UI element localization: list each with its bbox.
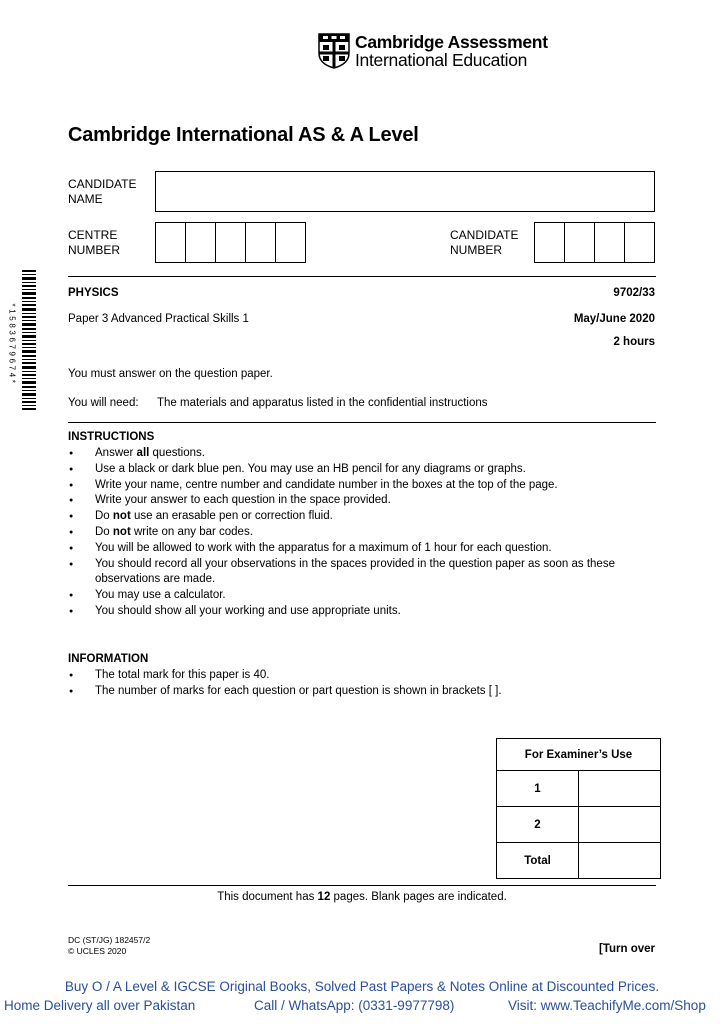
- examiner-row-label: 2: [497, 807, 579, 843]
- divider: [68, 885, 656, 886]
- barcode-number: *1583679674*: [7, 303, 17, 386]
- exam-session: May/June 2020: [573, 313, 655, 325]
- examiner-row-label: Total: [497, 843, 579, 879]
- syllabus-code: 9702/33: [613, 287, 655, 299]
- copyright: © UCLES 2020: [68, 946, 127, 956]
- centre-number-field[interactable]: [155, 222, 306, 263]
- barcode: [22, 270, 36, 410]
- cambridge-shield-icon: [318, 33, 350, 69]
- paper-title: Paper 3 Advanced Practical Skills 1: [68, 313, 249, 325]
- ad-phone: Call / WhatsApp: (0331-9977798): [254, 998, 455, 1013]
- candidate-number-cell[interactable]: [594, 223, 624, 262]
- examiner-use-table: [496, 738, 661, 879]
- divider: [68, 422, 656, 423]
- candidate-number-cell[interactable]: [535, 223, 564, 262]
- examiner-mark-cell: [579, 843, 661, 879]
- list-item: ● Answer all questions.: [68, 446, 658, 462]
- candidate-number-field[interactable]: [534, 222, 655, 263]
- examiner-mark-cell: [579, 771, 661, 807]
- candidate-name-label: CANDIDATE NAME: [68, 177, 137, 206]
- need-text: The materials and apparatus listed in the confidential instructions: [157, 397, 488, 409]
- centre-number-cell[interactable]: [245, 223, 275, 262]
- centre-number-label: CENTRE NUMBER: [68, 228, 121, 257]
- list-item: ● Write your name, centre number and candidate number in the boxes at the top of the page.: [68, 478, 658, 494]
- ad-delivery: Home Delivery all over Pakistan: [4, 998, 196, 1013]
- divider: [68, 276, 656, 277]
- candidate-number-label: CANDIDATE NUMBER: [450, 228, 519, 257]
- examiner-use-heading: For Examiner’s Use: [497, 739, 661, 771]
- examiner-mark-cell: [579, 807, 661, 843]
- list-item: ● You will be allowed to work with the apparatus for a maximum of 1 hour for each question.: [68, 541, 658, 557]
- candidate-name-field[interactable]: [155, 171, 655, 212]
- page-title: Cambridge International AS & A Level: [68, 124, 419, 146]
- list-item: ● Do not use an erasable pen or correction fluid.: [68, 509, 658, 525]
- candidate-number-cell[interactable]: [624, 223, 654, 262]
- logo-line-1: Cambridge Assessment: [355, 32, 548, 52]
- list-item: ● You should show all your working and use appropriate units.: [68, 604, 658, 620]
- instructions-list: [68, 446, 658, 620]
- information-heading: INFORMATION: [68, 653, 149, 665]
- list-item: ● Use a black or dark blue pen. You may use an HB pencil for any diagrams or graphs.: [68, 462, 658, 478]
- list-item: ● Do not write on any bar codes.: [68, 525, 658, 541]
- information-list: [68, 668, 658, 700]
- need-label: You will need:: [68, 397, 139, 409]
- list-item: ● The number of marks for each question or part question is shown in brackets [ ].: [68, 684, 658, 700]
- centre-number-cell[interactable]: [215, 223, 245, 262]
- list-item: ● You should record all your observations in the spaces provided in the question paper as soon as these observations are made.: [68, 557, 658, 589]
- centre-number-cell[interactable]: [185, 223, 215, 262]
- exam-duration: 2 hours: [613, 336, 655, 348]
- list-item: ● The total mark for this paper is 40.: [68, 668, 658, 684]
- candidate-number-cell[interactable]: [564, 223, 594, 262]
- list-item: ● You may use a calculator.: [68, 588, 658, 604]
- subject-title: PHYSICS: [68, 287, 119, 299]
- instructions-heading: INSTRUCTIONS: [68, 431, 155, 443]
- turn-over: [Turn over: [598, 943, 655, 955]
- ad-website-link[interactable]: Visit: www.TeachifyMe.com/Shop: [508, 998, 706, 1013]
- centre-number-cell[interactable]: [156, 223, 185, 262]
- answer-note: You must answer on the question paper.: [68, 368, 273, 380]
- list-item: ● Write your answer to each question in the space provided.: [68, 493, 658, 509]
- document-reference: DC (ST/JG) 182457/2: [68, 935, 151, 945]
- centre-number-cell[interactable]: [275, 223, 305, 262]
- logo-line-2: International Education: [355, 50, 528, 70]
- ad-line: Buy O / A Level & IGCSE Original Books, Solved Past Papers & Notes Online at Discounted Prices.: [64, 979, 660, 994]
- examiner-row-label: 1: [497, 771, 579, 807]
- cambridge-logo: [318, 33, 558, 71]
- pages-note: This document has 12 pages. Blank pages are indicated.: [217, 891, 507, 903]
